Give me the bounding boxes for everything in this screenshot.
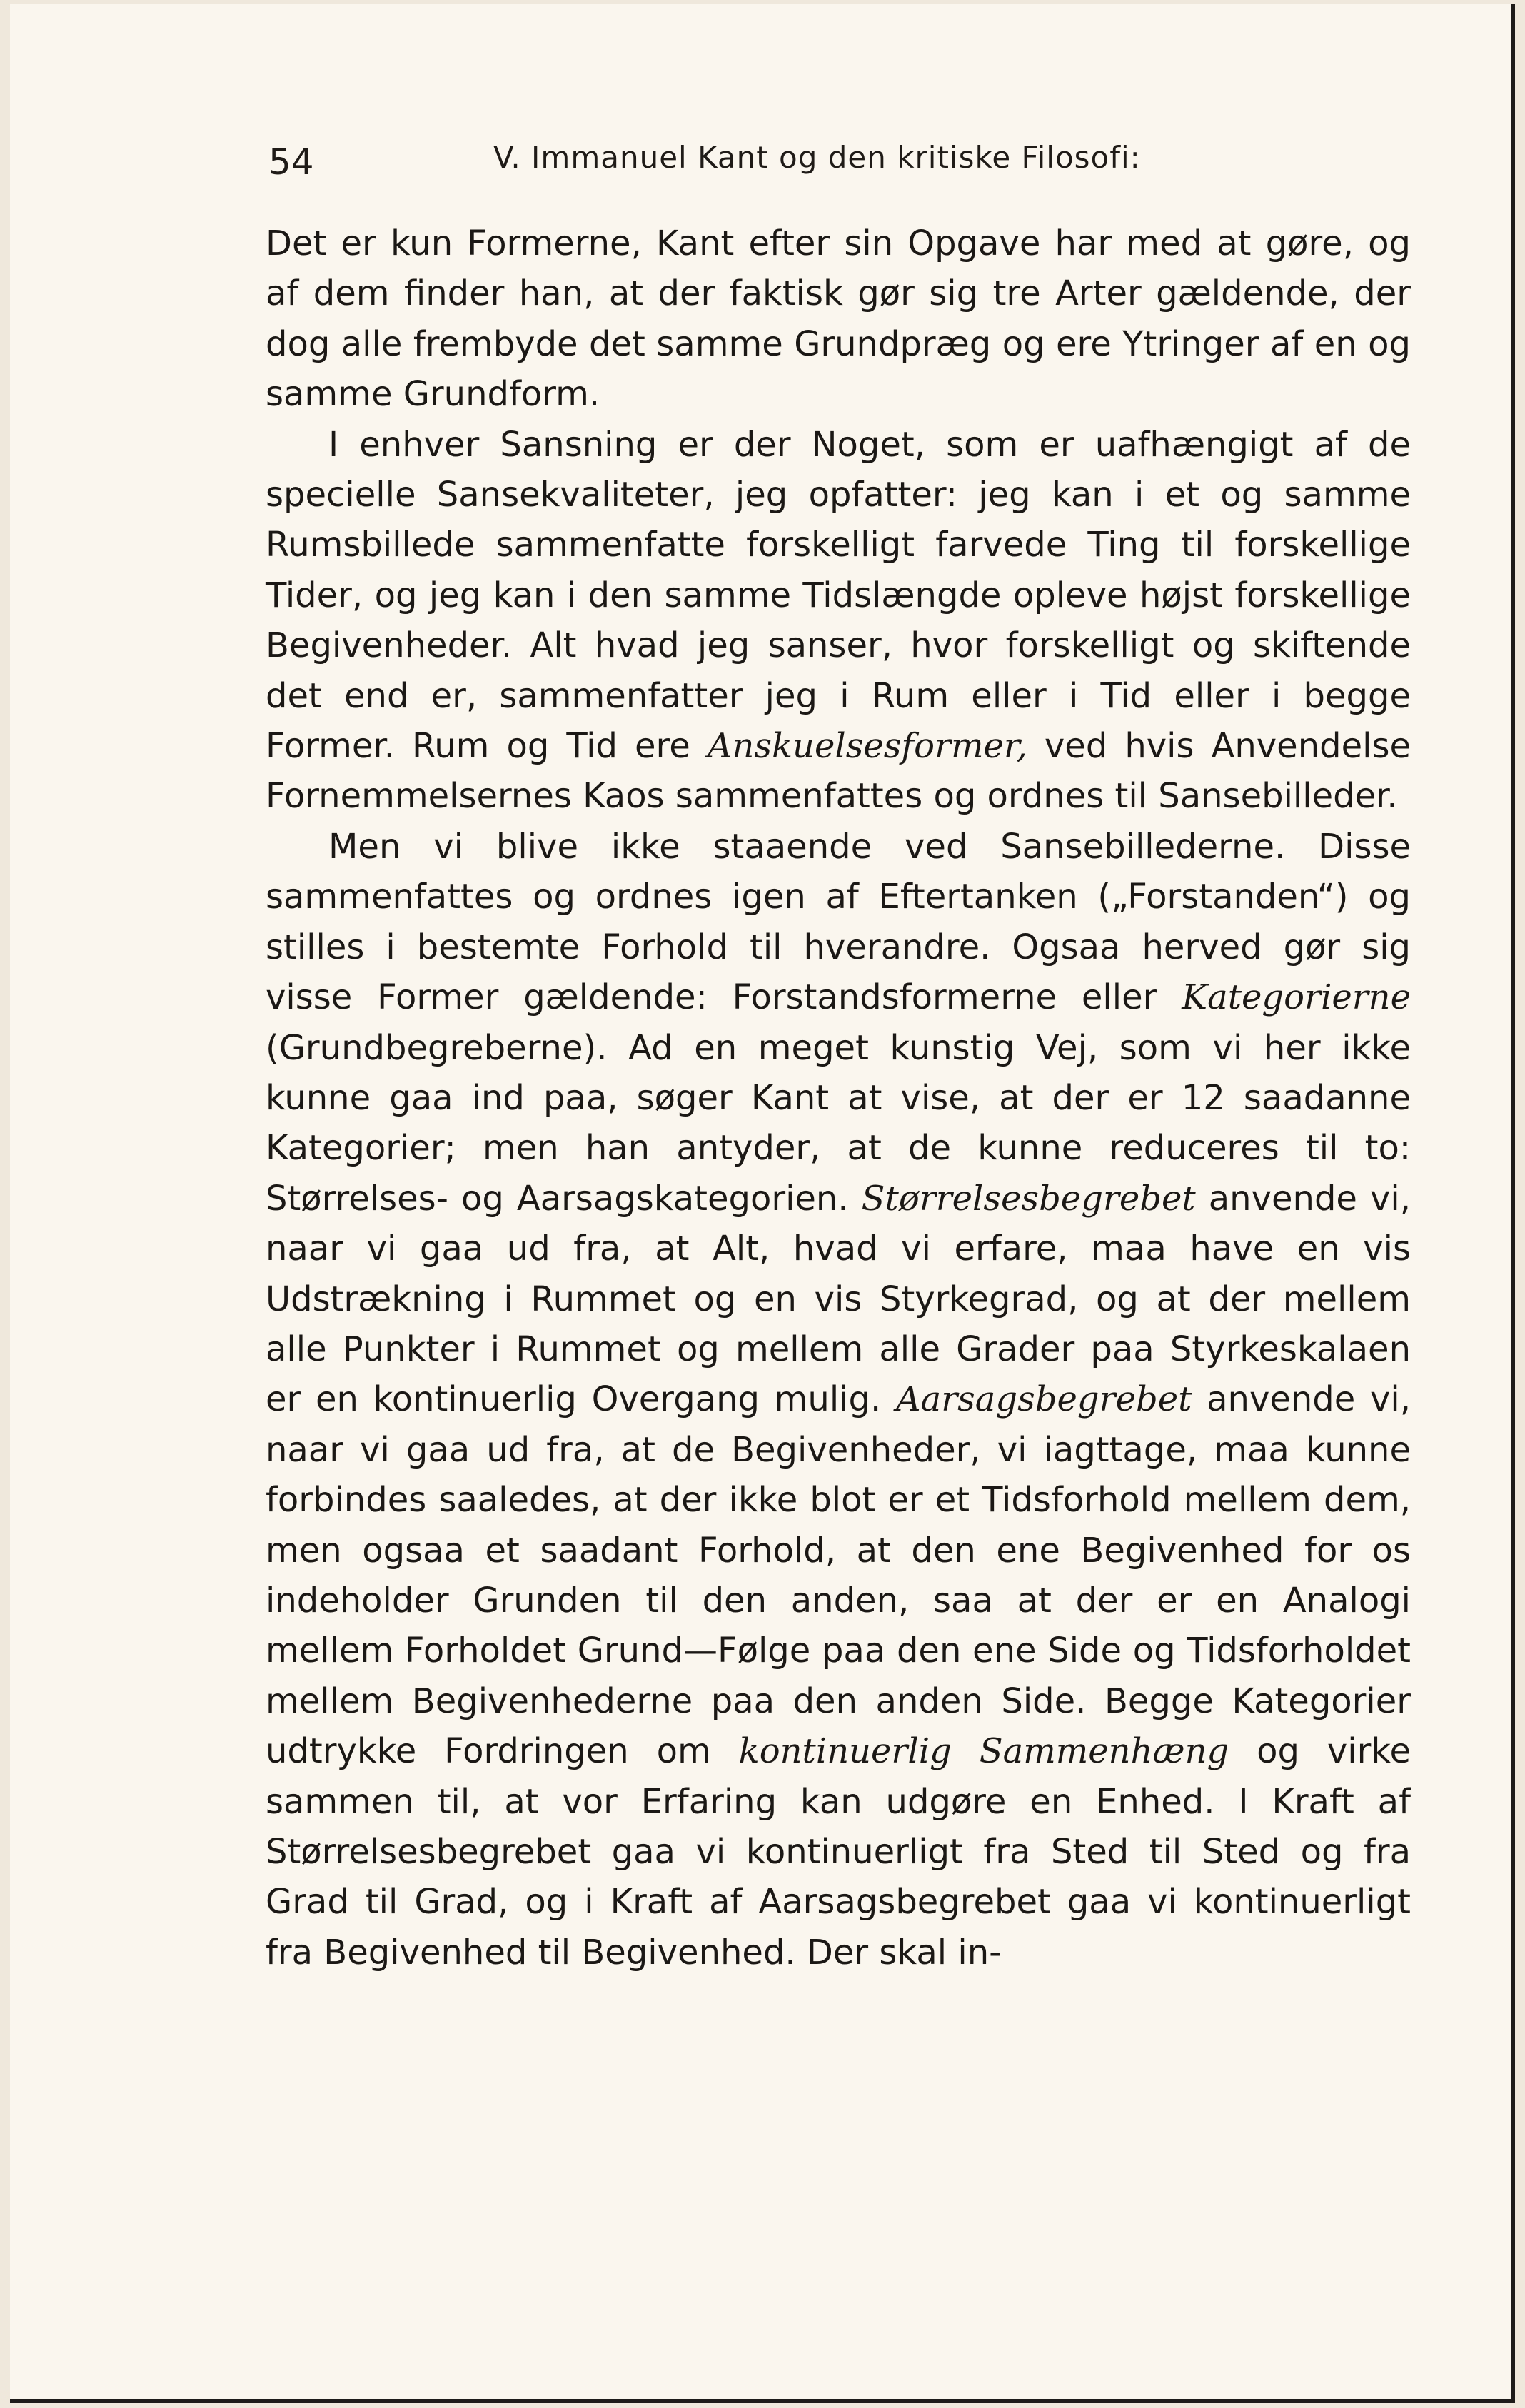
italic-stoerrelsesbegrebet: Størrelsesbegrebet [861,1178,1196,1219]
paragraph-3-text-b: (Grundbegreberne). Ad en meget kunstig Vej, som vi her ikke kunne gaa ind paa, søger Kant at vise, at der er 12 saadanne Kategorier; men han antyder, at de kunne reduceres til to: Størrelses- og Aarsagskategorien. [266,1027,1411,1219]
paragraph-3-text-e: og virke sammen til, at vor Erfaring kan udgøre en Enhed. I Kraft af Størrelsesbegrebet gaa vi kontinuerligt fra Sted til Sted og fra Grad til Grad, og i Kraft af Aarsagsbegrebet gaa vi kontinuerligt fra Begivenhed til Begivenhed. Der skal in- [266,1731,1411,1973]
paragraph-1 [266,218,1411,420]
body-text [266,218,1411,1978]
paragraph-3-text-c: anvende vi, naar vi gaa ud fra, at Alt, hvad vi erfare, maa have en vis Udstrækning i Rummet og en vis Styrkegrad, og at der mellem alle Punkter i Rummet og mellem alle Grader paa Styrkeskalaen er en kontinuerlig Overgang mulig. [266,1178,1411,1420]
italic-anskuelsesformer: Anskuelsesformer, [707,726,1027,767]
italic-kategorierne: Kategorierne [1182,977,1411,1018]
paragraph-3-text-d: anvende vi, naar vi gaa ud fra, at de Begivenheder, vi iagttage, maa kunne forbindes saaledes, at der ikke blot er et Tidsforhold mellem dem, men ogsaa et saadant Forhold, at den ene Begivenhed for os indeholder Grunden til den anden, saa at der er en Analogi mellem Forholdet Grund—Følge paa den ene Side og Tidsforholdet mellem Begivenhederne paa den anden Side. Begge Kategorier udtrykke Fordringen om [266,1379,1411,1772]
paragraph-2 [266,420,1411,822]
italic-kontinuerlig-sammenhaeng: kontinuerlig Sammenhæng [738,1731,1229,1772]
paragraph-1-text: Det er kun Formerne, Kant efter sin Opgave har med at gøre, og af dem finder han, at der faktisk gør sig tre Arter gældende, der dog alle frembyde det samme Grundpræg og ere Ytringer af en og samme Grundform. [266,223,1411,415]
paragraph-3-text-a: Men vi blive ikke staaende ved Sansebillederne. Disse sammenfattes og ordnes igen af Eftertanken („Forstanden“) og stilles i bestemte Forhold til hverandre. Ogsaa herved gør sig visse Former gældende: Forstandsformerne eller [266,826,1411,1018]
running-head [268,131,1411,188]
paragraph-3 [266,822,1411,1978]
paragraph-2-text-a: I enhver Sansning er der Noget, som er uafhængigt af de specielle Sansekvaliteter, jeg opfatter: jeg kan i et og samme Rumsbillede sammenfatte forskelligt farvede Ting til forskellige Tider, og jeg kan i den samme Tidslængde opleve højst forskellige Begivenheder. Alt hvad jeg sanser, hvor forskelligt og skiftende det end er, sammenfatter jeg i Rum eller i Tid eller i begge Former. Rum og Tid ere [266,424,1411,767]
running-title: V. Immanuel Kant og den kritiske Filosofi: [493,140,1141,175]
paragraph-2-text-b: ved hvis Anvendelse Fornemmelsernes Kaos sammenfattes og ordnes til Sansebilleder. [266,726,1411,817]
page-number: 54 [268,141,314,183]
italic-aarsagsbegrebet: Aarsagsbegrebet [895,1379,1192,1420]
book-page [10,4,1515,2403]
